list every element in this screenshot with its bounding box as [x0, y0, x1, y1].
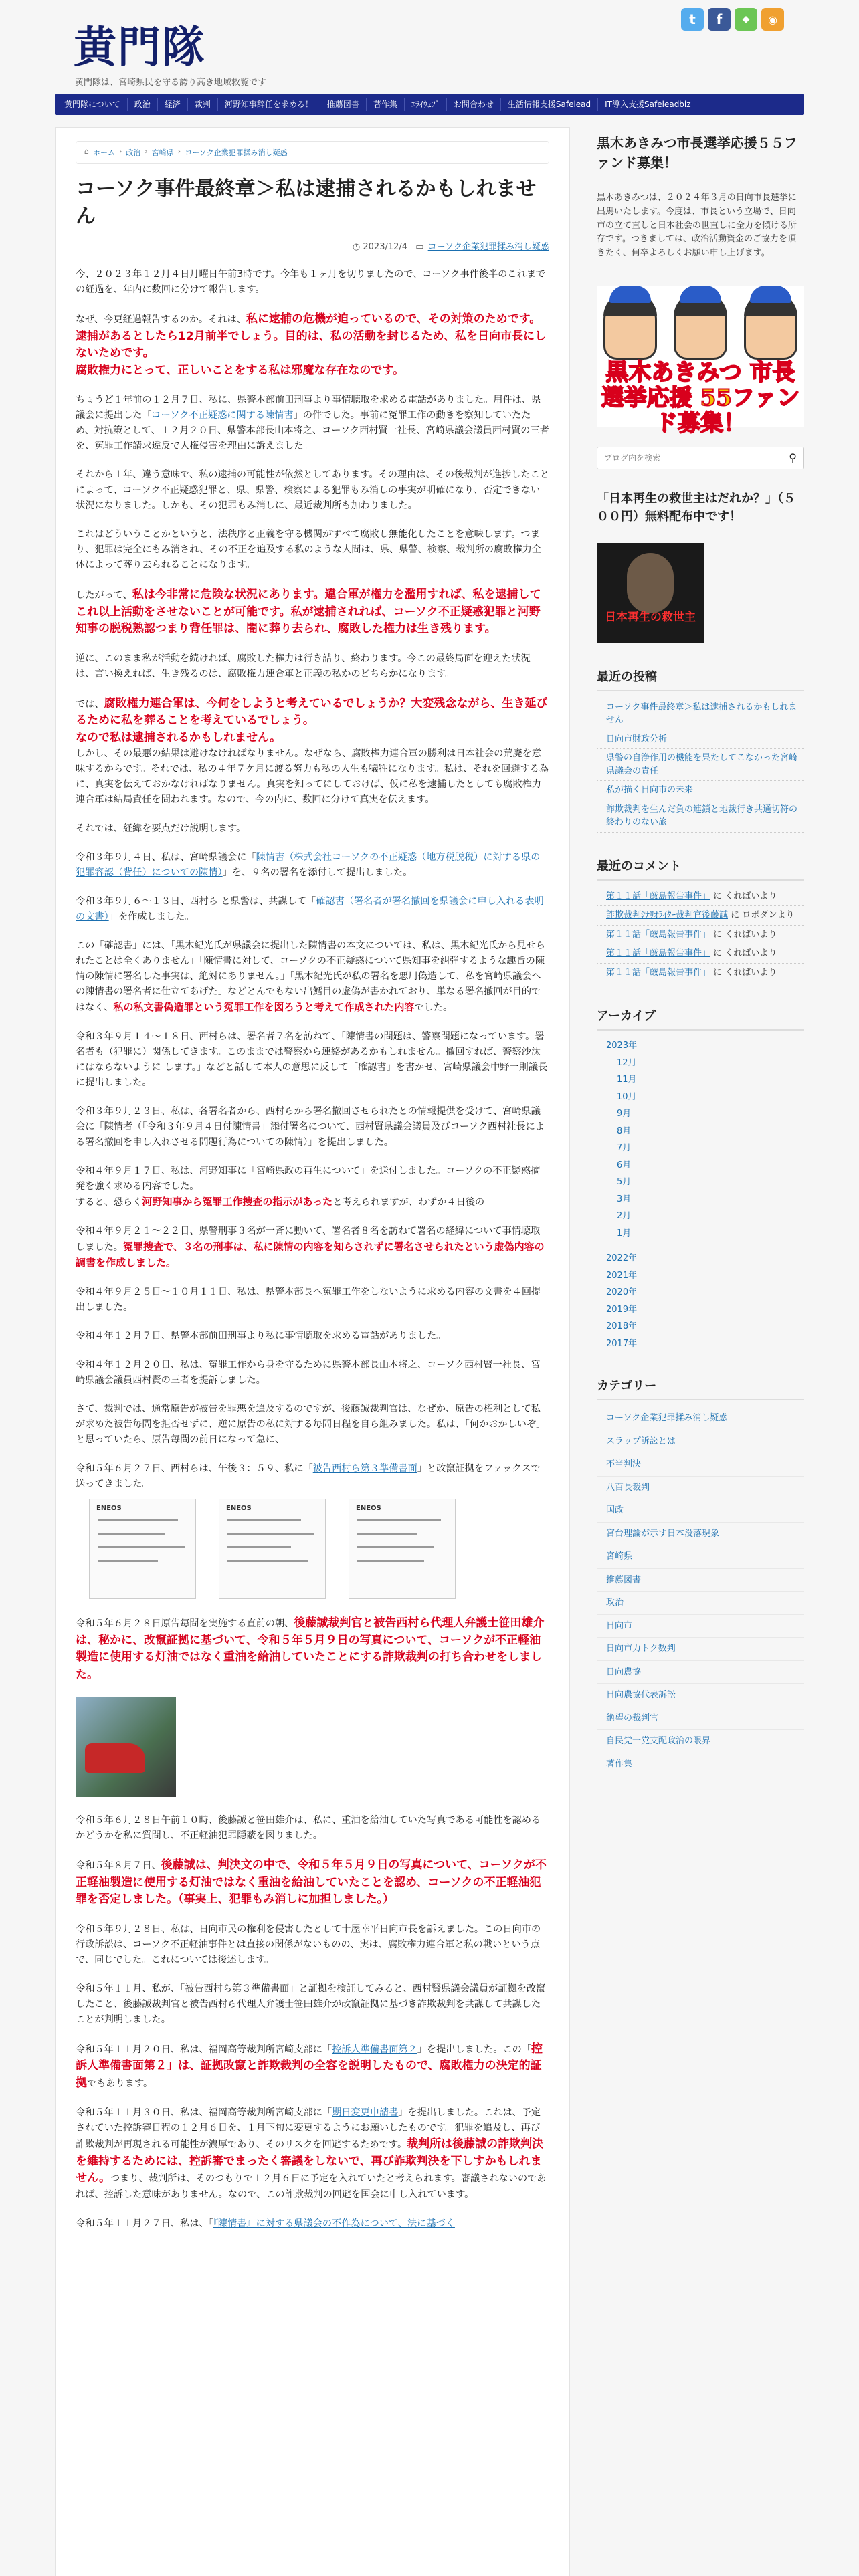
archives-title: アーカイブ: [597, 1006, 804, 1031]
comment-item: 第１１話「厳島報告事件」 に くればいより: [597, 944, 804, 964]
category-link[interactable]: 宮崎県: [597, 1545, 804, 1569]
comment-link[interactable]: 第１１話「厳島報告事件」: [606, 948, 711, 959]
archive-year-link[interactable]: 2020年: [606, 1287, 638, 1298]
category-link[interactable]: 絶望の裁判官: [597, 1707, 804, 1731]
archive-month-link[interactable]: 2月: [617, 1211, 632, 1222]
banner-text: 黒木あきみつ 市長選挙応援 55ファンド募集！: [601, 358, 800, 437]
archives: [597, 1006, 804, 1352]
paragraph: 令和４年１２月２０日、私は、冤罪工作から身を守るために県警本部長山本将之、コーソク西村賢一社長、宮崎県議会議員西村賢の三者を提訴しました。: [76, 1360, 541, 1386]
nav-books[interactable]: 推薦図書: [320, 98, 367, 111]
paragraph: では、腐敗権力連合軍は、今何をしようと考えているでしょうか？大変残念ながら、生き延びるために私を葬ることを考えているでしょう。 なので私は逮捕されるかもしれません。 しかし、その最悪の結果は避けなければなりません。なぜなら、腐敗権力連合軍の勝利は日本社会の荒廃を意味するからです。それでは、私の４年７ケ月に渡る努力も私の人生も犠牲になります。私は、それを回避する為に、真実を伝えておかなければなりません。真実を知ってにしておけば、仮に私を逮捕したとしても腐敗権力連合軍は結局責任を問われます。なので、今の内に、数回に分けて真実を伝えます。: [76, 696, 549, 805]
article-date: 2023/12/4: [363, 242, 408, 252]
nav-contact[interactable]: お問合わせ: [447, 98, 501, 111]
recent-posts: [597, 667, 804, 833]
recent-post-link[interactable]: 県警の自浄作用の機能を果たしてこなかった宮崎県議会の責任: [597, 749, 804, 781]
article-meta: [76, 239, 549, 252]
site-tagline: 黄門隊は、宮崎県民を守る誇り高き地域救覧です: [75, 78, 267, 88]
recent-post-link[interactable]: 私が描く日向市の未来: [597, 781, 804, 800]
paragraph: 令和５年１１月、私が、「被告西村ら第３準備書面」と証拠を検証してみると、西村賢県議会議員が証拠を改竄したこと、後藤誠裁判官と被告西村ら代理人弁護士笹田雄介が改竄証拠に基づき詐欺裁判を共謀して共謀したことが判明しました。: [76, 1983, 546, 2025]
category-link[interactable]: 推薦図書: [597, 1569, 804, 1592]
confirmation-doc-link[interactable]: 確認書（署名者が署名撤回を県議会に申し入れる表明の文書）: [76, 896, 544, 922]
paragraph: 令和５年１１月２７日、私は、「『陳情書』に対する県議会の不作為について、法に基づく: [76, 2218, 455, 2229]
nav-economy[interactable]: 経済: [158, 98, 188, 111]
paragraph: 令和５年９月２８日、私は、日向市民の権利を侵害したとして十屋幸平日向市長を訴えました。この日向市の行政訴訟は、コーソク不正軽油事件とは直接の関係がないものの、実は、腐敗権力連合軍と私の戦いという点で、同じでした。これについては後述します。: [76, 1923, 541, 1965]
site-header: [55, 0, 804, 94]
category-link[interactable]: 不当判決: [597, 1453, 804, 1477]
breadcrumb-home[interactable]: ホーム: [92, 148, 115, 157]
petition-link[interactable]: コーソク不正疑惑に関する陳情書: [151, 410, 294, 421]
paragraph: 令和５年６月２８日午前１０時、後藤誠と笹田雄介は、私に、重油を給油していた写真である可能性を認めるかどうかを私に質問し、不正軽油犯罪隠蔽を図りました。: [76, 1815, 541, 1841]
comment-item: 詐欺裁判ｼﾅﾘｵﾗｲﾀｰ裁判官後藤誠 に ロボダンより: [597, 906, 804, 926]
paragraph: ちょうど１年前の１２月７日、私に、県警本部前田刑事より事情聴取を求める電話がありました。用件は、県議会に提出した「コーソク不正疑惑に関する陳情書」の件でした。事前に冤罪工作の動きを察知していたため、対抗策として、１２月２０日、県警本部長山本将之、コーソク西村賢一社長、宮崎県議会議員西村賢の三者を、冤罪工作請求違反で人権侵害を理由に訴えました。: [76, 395, 549, 451]
search-box: [597, 447, 804, 469]
petition-omission-link[interactable]: 『陳情書』に対する県議会の不作為について、法に基づく: [213, 2218, 455, 2229]
archive-month-link[interactable]: 3月: [617, 1194, 632, 1204]
breadcrumb-miyazaki[interactable]: 宮崎県: [151, 148, 174, 157]
paragraph: 令和５年１１月２０日、私は、福岡高等裁判所宮崎支部に「控訴人準備書面第２」を提出しました。この「控訴人準備書面第２」は、証拠改竄と詐欺裁判の全容を説明したもので、腐敗権力の決定的証拠でもあります。: [76, 2042, 543, 2090]
archive-month-link[interactable]: 7月: [617, 1143, 632, 1154]
paragraph: 令和５年６月２７日、西村らは、午後３：５９、私に「被告西村ら第３準備書面」と改竄証拠をファックスで送ってきました。: [76, 1463, 541, 1489]
evidence-thumbnails: [89, 1499, 549, 1599]
category-link[interactable]: 著作集: [597, 1753, 804, 1777]
category-link[interactable]: 日向市: [597, 1615, 804, 1638]
book-cover-text: 日本再生の救世主: [605, 610, 696, 624]
main-nav: [55, 94, 804, 115]
search-icon[interactable]: ⚲: [789, 451, 797, 465]
nav-about[interactable]: 黄門隊について: [58, 98, 128, 111]
clock-icon: ◷: [352, 242, 361, 252]
paragraph: 令和５年１１月３０日、私は、福岡高等裁判所宮崎支部に「期日変更申請書」を提出しました。これは、予定されていた控訴審日程の１２月６日を、１月下旬に変更するようにお願いしたものです。犯罪を追及し、再び詐欺裁判が再現される可能性が濃厚であり、そのリスクを回避するためです。裁判所は後藤誠の詐欺判決を維持するためには、控訴審でまったく審議をしないで、再び詐欺判決を下しすかもしれません。つまり、裁判所は、そのつもりで１２月６日に予定を入れていたと考えられます。審議されないのであれば、控訴した意味がありません。なので、この詐欺裁判の回避を国会に申し入れています。: [76, 2107, 547, 2200]
nav-safeleadbiz[interactable]: IT導入支援Safeleadbiz: [605, 100, 691, 109]
paragraph: したがって、私は今非常に危険な状況にあります。違合軍が権力を濫用すれば、私を逮捕してこれ以上活動をさせないことが可能です。私が逮捕されれば、コーソク不正疑惑犯罪と河野知事の脱税熟認つまり背任罪は、闇に葬り去られ、腐敗した権力は生き残ります。: [76, 588, 541, 635]
categories: [597, 1376, 804, 1776]
rss-icon[interactable]: ◉: [761, 8, 784, 31]
comment-item: 第１１話「厳島報告事件」 に くればいより: [597, 926, 804, 945]
breadcrumb-politics[interactable]: 政治: [126, 148, 141, 157]
archive-year-link[interactable]: 2018年: [606, 1321, 638, 1332]
category-link[interactable]: 八百長裁判: [597, 1477, 804, 1500]
article-category[interactable]: コーソク企業犯罪揉み消し疑惑: [427, 242, 549, 252]
archive-month-link[interactable]: 9月: [617, 1109, 632, 1119]
evidence-photo[interactable]: [76, 1697, 176, 1797]
paragraph: 令和４年１２月７日、県警本部前田刑事より私に事情聴取を求める電話がありました。: [76, 1331, 446, 1341]
paragraph: それでは、経緯を要点だけ説明します。: [76, 823, 246, 834]
archive-year-link[interactable]: 2017年: [606, 1338, 638, 1349]
paragraph: 令和４年９月１７日、私は、河野知事に「宮崎県政の再生について」を送付しました。コーソクの不正疑惑摘発を強く求める内容でした。 すると、恐らく河野知事から冤罪工作捜査の指示があったと考えられますが、わずか４日後の: [76, 1166, 541, 1208]
site-logo[interactable]: 黄門隊: [74, 23, 206, 73]
recent-comments: [597, 857, 804, 983]
categories-title: カテゴリー: [597, 1376, 804, 1400]
paragraph: 令和３年９月６～１３日、西村ら と県警は、共謀して「確認書（署名者が署名撤回を県議会に申し入れる表明の文書）」を作成しました。: [76, 896, 544, 922]
evidence-image[interactable]: ENEOS: [89, 1499, 196, 1599]
comment-link[interactable]: 第１１話「厳島報告事件」: [606, 891, 711, 901]
facebook-icon[interactable]: f: [708, 8, 731, 31]
paragraph: 今、２０２３年１２月４日月曜日午前3時です。今年も１ヶ月を切りましたので、コーソク事件後半のこれまでの経過を、年内に数回に分けて報告します。: [76, 269, 546, 295]
nav-governor[interactable]: 河野知事辞任を求める！: [218, 98, 320, 111]
defendant-brief-link[interactable]: 被告西村ら第３準備書面: [312, 1463, 417, 1474]
nav-safelead[interactable]: 生活情報支援Safelead: [501, 98, 598, 111]
category-link[interactable]: 自民党一党支配政治の限界: [597, 1730, 804, 1753]
breadcrumb: ⌂ ホーム › 政治 › 宮崎県 › コーソク企業犯罪揉み消し疑惑: [76, 141, 549, 164]
archive-month-link[interactable]: 10月: [617, 1091, 637, 1102]
archive-year-link[interactable]: 2019年: [606, 1304, 638, 1315]
category-link[interactable]: コーソク企業犯罪揉み消し疑惑: [597, 1407, 804, 1430]
archive-month-link[interactable]: 12月: [617, 1057, 637, 1068]
category-link[interactable]: スラップ訴訟とは: [597, 1430, 804, 1454]
archive-month-link[interactable]: 1月: [617, 1228, 632, 1239]
comment-item: 第１１話「厳島報告事件」 に くればいより: [597, 887, 804, 907]
fund-heading: 黒木あきみつ市長選挙応援５５ファンド募集！: [597, 135, 797, 171]
archive-month-link[interactable]: 8月: [617, 1125, 632, 1136]
evidence-image[interactable]: ENEOS: [219, 1499, 326, 1599]
nav-web[interactable]: ｴﾗｲｳｪﾌﾞ: [405, 98, 447, 111]
article-body: [76, 267, 549, 2232]
comment-link[interactable]: 第１１話「厳島報告事件」: [606, 967, 711, 978]
category-link[interactable]: 日向農協: [597, 1661, 804, 1685]
sidebar: [597, 127, 804, 2576]
evidence-image[interactable]: ENEOS: [349, 1499, 456, 1599]
folder-icon: ▭: [415, 242, 424, 252]
archive-year-link[interactable]: 2021年: [606, 1270, 638, 1281]
recent-post-link[interactable]: 日向市財政分析: [597, 730, 804, 750]
search-input[interactable]: [604, 453, 765, 463]
fund-banner[interactable]: [597, 286, 804, 437]
nav-politics[interactable]: 政治: [128, 98, 158, 111]
nav-trial[interactable]: 裁判: [188, 98, 218, 111]
breadcrumb-category[interactable]: コーソク企業犯罪揉み消し疑惑: [185, 148, 288, 157]
twitter-icon[interactable]: t: [681, 8, 704, 31]
book-heading: 「日本再生の救世主はだれか？」（５００円）無料配布中です！: [597, 491, 795, 524]
paragraph: 逆に、このまま私が活動を続ければ、腐敗した権力は行き詰り、終わります。今この最終局面を迎えた状況は、言い換えれば、生き残るのは、腐敗権力連合軍と正義の私かのどちらかになります。: [76, 653, 531, 679]
category-link[interactable]: 国政: [597, 1499, 804, 1523]
archive-month-link[interactable]: 11月: [617, 1075, 637, 1085]
social-links: [681, 8, 784, 31]
book-cover[interactable]: [597, 543, 704, 643]
petition-doc-link[interactable]: 陳情書（株式会社コーソクの不正疑惑（地方税脱税）に対する県の犯罪容認（背任）についての陳情）: [76, 852, 541, 878]
recent-post-link[interactable]: コーソク事件最終章＞私は逮捕されるかもしれません: [597, 698, 804, 730]
comment-link[interactable]: 詐欺裁判ｼﾅﾘｵﾗｲﾀｰ裁判官後藤誠: [606, 910, 729, 921]
archive-year-link[interactable]: 2022年: [606, 1253, 638, 1264]
article-title: コーソク事件最終章＞私は逮捕されるかもしれません: [76, 177, 537, 228]
feedly-icon[interactable]: ◆: [735, 8, 757, 31]
recent-post-link[interactable]: 詐欺裁判を生んだ負の連鎖と地裁行き共通切符の終わりのない旅: [597, 800, 804, 833]
appeal-brief-link[interactable]: 控訴人準備書面第２: [332, 2044, 417, 2055]
paragraph: さて、裁判では、通常原告が被告を罪悪を追及するのですが、後藤誠裁判官は、なぜか、原告の権利として私が求めた被告毎問を拒否せずに、逆に原告の私に対する毎問日程を自ら組みました。私は、「何かおかしいぞ」と思っていたら、原告毎問の前日になって急に、: [76, 1404, 546, 1445]
archive-month-link[interactable]: 5月: [617, 1177, 632, 1188]
date-change-link[interactable]: 期日変更申請書: [332, 2107, 399, 2118]
paragraph: 令和４年９月２１～２２日、県警刑事３名が一斉に動いて、署名者８名を訪ねて署名の経緯について事情聴取しました。冤罪捜査で、３名の刑事は、私に陳情の内容を知らされずに署名させられたという虚偽内容の調書を作成しました。: [76, 1226, 545, 1269]
comment-item: 第１１話「厳島報告事件」 に くればいより: [597, 964, 804, 983]
category-link[interactable]: 政治: [597, 1592, 804, 1615]
recent-comments-title: 最近のコメント: [597, 857, 804, 881]
home-icon: ⌂: [84, 147, 89, 156]
category-link[interactable]: 宮台理論が示す日本没落現象: [597, 1523, 804, 1546]
paragraph: 令和３年９月２３日、私は、各署名者から、西村らから署名撤回させられたとの情報提供を受けて、宮崎県議会に「陳情者（「令和３年９月４日付陳情書」添付署名について、西村賢県議会議員及びコーソク西村社長による署名撤回を申し入れさせる問題行為についての陳情）」を提出しました。: [76, 1106, 545, 1148]
paragraph: 令和５年８月７日、後藤誠は、判決文の中で、令和５年５月９日の写真について、コーソクが不正軽油製造に使用する灯油ではなく重油を給油していたことを認め、コーソクの不正軽油犯罪を否定しました。（事実上、犯罪もみ消しに加担しました。）: [76, 1858, 547, 1906]
archive-year-link[interactable]: 2023年: [606, 1041, 638, 1051]
paragraph: それから１年、違う意味で、私の逮捕の可能性が依然としてあります。その理由は、その後裁判が進捗したことによって、コーソク不正疑惑犯罪と、県、県警、検察による犯罪もみ消しの事実が明確になり、否定できない状況になりました。しかも、その犯罪もみ消しに、最近裁判所も加わりました。: [76, 469, 549, 511]
paragraph: 令和３年９月４日、私は、宮崎県議会に「陳情書（株式会社コーソクの不正疑惑（地方税脱税）に対する県の犯罪容認（背任）についての陳情）」を、９名の署名を添付して提出しました。: [76, 852, 541, 878]
paragraph: 令和５年６月２８日原告毎問を実施する直前の朝、後藤誠裁判官と被告西村ら代理人弁護士笹田雄介は、秘かに、改竄証拠に基づいて、令和５年５月９日の写真について、コーソクが不正軽油製造に使用する灯油ではなく重油を給油していたことにする詐欺裁判の打ち合わせをしました。: [76, 1616, 545, 1681]
paragraph: なぜ、今更経過報告するのか。それは、私に逮捕の危機が迫っているので、その対策のためです。逮捕があるとしたら12月前半でしょう。目的は、私の活動を封じるため、私を日向市長にしないためです。 腐敗権力にとって、正しいことをする私は邪魔な存在なのです。: [76, 312, 546, 377]
recent-posts-title: 最近の投稿: [597, 667, 804, 691]
category-link[interactable]: 日向農協代表訴訟: [597, 1684, 804, 1707]
category-link[interactable]: 日向市力トク数判: [597, 1638, 804, 1661]
paragraph: これはどういうことかというと、法秩序と正義を守る機関がすべて腐敗し無能化したことを意味します。つまり、犯罪は完全にもみ消され、その不正を追及する私のような人間は、県、県警、検察、裁判所の腐敗権力全体によって葬り去られることになります。: [76, 529, 542, 570]
paragraph: 令和３年９月１４～１８日、西村らは、署名者７名を訪ねて、「陳情書の問題は、警察問題になっています。署名者も（犯罪に）関係してきます。このままでは警察から連絡があるかもしれません。撤回すれば、警察沙汰にはならないように します。」などと話して本人の意思に反して「確認書」を書かせ、宮崎県議会中野一則議長に提出しました。: [76, 1031, 548, 1088]
fund-text: 黒木あきみつは、２０２４年３月の日向市長選挙に出馬いたします。今度は、市長という立場で、日向市の立て直しと日本社会の世直しに全力を傾ける所存です。つきましては、政治活動資金のご協力を頂きたく、何卒よろしくお願い申し上げます。: [597, 193, 797, 259]
paragraph: この「確認書」には、「黒木紀光氏が県議会に提出した陳情書の本文については、私は、黒木紀光氏から見せられたことは全くありません」「陳情書に対して、コーソクの不正疑惑について県知事を糾弾するような趣旨の陳情の陳情に署名した事実は、絶対にありません。」「黒木紀光氏が私の署名を悪用偽造して、私を宮崎県議会への陳情書の署名者に仕立てあげた」などとんでもない出鱈目の虚偽が書かれており、単なる署名撤回が目的ではなく、私の私文書偽造罪という冤罪工作を図ろうと考えて作成された内容でした。: [76, 940, 545, 1013]
paragraph: 令和４年９月２５日～１０月１１日、私は、県警本部長へ冤罪工作をしないように求める内容の文書を４回提出しました。: [76, 1287, 541, 1313]
archive-month-link[interactable]: 6月: [617, 1160, 632, 1170]
nav-works[interactable]: 著作集: [367, 98, 405, 111]
main-content: [55, 127, 570, 2576]
comment-link[interactable]: 第１１話「厳島報告事件」: [606, 929, 711, 940]
